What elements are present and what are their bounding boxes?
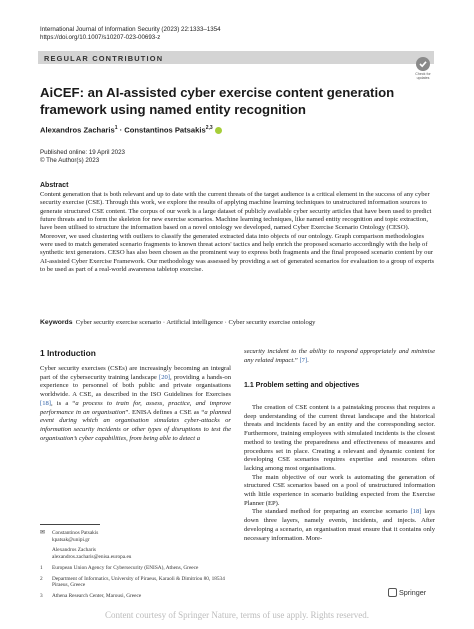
check-updates-text: Check for updates (415, 72, 431, 80)
corresponding-author: ✉ Constantinos Patsakis kpatsak@unipi.gr (40, 530, 99, 543)
contribution-type-label: REGULAR CONTRIBUTION (44, 53, 164, 63)
footnote-divider (40, 524, 100, 525)
email-link[interactable]: kpatsak@unipi.gr (52, 536, 90, 543)
section-heading-introduction: 1 Introduction (40, 348, 96, 358)
check-for-updates-badge[interactable] (412, 57, 434, 83)
courtesy-watermark: Content courtesy of Springer Nature, terms of use apply. Rights reserved. (104, 610, 370, 620)
citation-link[interactable]: [18] (410, 508, 422, 516)
journal-header (40, 26, 221, 42)
quote-continuation: security incident to the ability to respond appropriately and minimise any related impact.” [7]. (244, 348, 435, 364)
doi-link[interactable]: https://doi.org/10.1007/s10207-023-00693-z (40, 34, 161, 41)
keywords (40, 319, 315, 326)
footnotes (40, 530, 231, 604)
paragraph: The standard method for preparing an exercise scenario [18] lays down three layers, namely events, incidents, and injects. After developing a scenario, an organisation must ensure that it contains only necessary information. More- (244, 508, 435, 542)
publication-info (40, 149, 125, 165)
check-updates-icon (416, 57, 430, 71)
section-heading-problem-setting: 1.1 Problem setting and objectives (244, 382, 360, 389)
orcid-icon[interactable] (215, 127, 222, 134)
author-contact: Alexandros Zacharis alexandros.zacharis@enisa.europa.eu (52, 547, 132, 561)
paper-title: AiCEF: an AI-assisted cyber exercise content generation framework using named entity recognition (40, 85, 395, 117)
publisher-logo: Springer (388, 588, 426, 597)
keywords-label: Keywords (40, 319, 73, 326)
author-name[interactable]: Constantinos Patsakis (124, 125, 206, 135)
affiliation: 2 Department of Informatics, University of Piraeus, Karaoli & Dimitriou 80, 18534 Piraeus, Greece (40, 575, 225, 589)
abstract-text: Content generation that is both relevant and up to date with the current threats of the target audience is a critical element in the success of any cyber security exercise (CSE). Through this work, we explore the results of applying machine learning techniques to unstructured information sources to generate structured CSE content. The corpus of our work is a large dataset of publicly available cyber security articles that have been used to predict future threats and to form the skeleton for new exercise scenarios. Machine learning techniques, like named entity recognition and topic extraction, have been utilised to structure the information based on a novel ontology we developed, named Cyber Exercise Scenario Ontology (CESO). Moreover, we used clustering with outliers to classify the generated extracted data into objects of our ontology. Graph comparison methodologies were used to match generated scenario fragments to known threat actors' tactics and help enrich the proposed scenario accordingly with the help of synthetic text generators. CESO has also been chosen as the prominent way to express both fragments and the final proposed scenario content by our AI-assisted Cyber Exercise Framework. Our methodology was assessed by providing a set of generated scenarios for evaluation to a group of experts to be used as part of a real-world awareness tabletop exercise. (40, 191, 435, 274)
published-date: Published online: 19 April 2023 (40, 149, 125, 156)
author-name[interactable]: Alexandros Zacharis (40, 125, 115, 135)
copyright-notice: © The Author(s) 2023 (40, 157, 100, 164)
paragraph: The main objective of our work is automating the generation of structured CSE scenarios based on a pool of unstructured information with little experience in scenario building expected from the Exercise Planner (EP). (244, 473, 435, 507)
citation-link[interactable]: [20] (159, 373, 171, 381)
envelope-icon: ✉ (40, 530, 46, 536)
citation-link[interactable]: [18] (40, 399, 51, 407)
journal-citation: International Journal of Information Security (2023) 22:1333–1354 (40, 26, 221, 33)
paragraph: The creation of CSE content is a painstaking process that requires a deep understanding of the current threat landscape and the historical threats and incidents faced by an entity and the corresponding sector. Furthermore, training employees with simulated incidents is the closest method to testing the preparedness and effectiveness of measures and procedures set in place. Creating a relevant and dynamic content for developing CSE scenarios requires expertise and resources often lacking among most organisations. (244, 404, 435, 472)
author-list: Alexandros Zacharis$^1$ · Constantinos Patsakis$^{2,3}$ (40, 125, 222, 135)
problem-setting-text (244, 404, 435, 543)
contribution-type-bar (38, 51, 434, 64)
intro-paragraph: Cyber security exercises (CSEs) are increasingly becoming an integral part of the cybersecurity training landscape [20], providing a hands-on experience to personnel of both public and private organisations worldwide. A CSE, as described in the ISO Guidelines for Exercises [18], is a “a process to train for, assess, practice, and improve performance in an organisation”. ENISA defines a CSE as “a planned event during which an organisation simulates cyber-attacks or information security incidents or other types of disruptions to test the organisation’s cyber capabilities, from being able to detect a (40, 365, 231, 442)
affiliation: 3 Athena Research Center, Marousi, Greece (40, 592, 142, 599)
email-link[interactable]: alexandros.zacharis@enisa.europa.eu (52, 554, 132, 561)
abstract-heading: Abstract (40, 182, 69, 189)
affiliation: 1 European Union Agency for Cybersecurity (ENISA), Athens, Greece (40, 564, 199, 571)
springer-horse-icon (388, 588, 397, 597)
keywords-list: Cyber security exercise scenario · Artificial intelligence · Cyber security exercise ontology (75, 319, 316, 326)
citation-link[interactable]: [7] (299, 356, 308, 364)
